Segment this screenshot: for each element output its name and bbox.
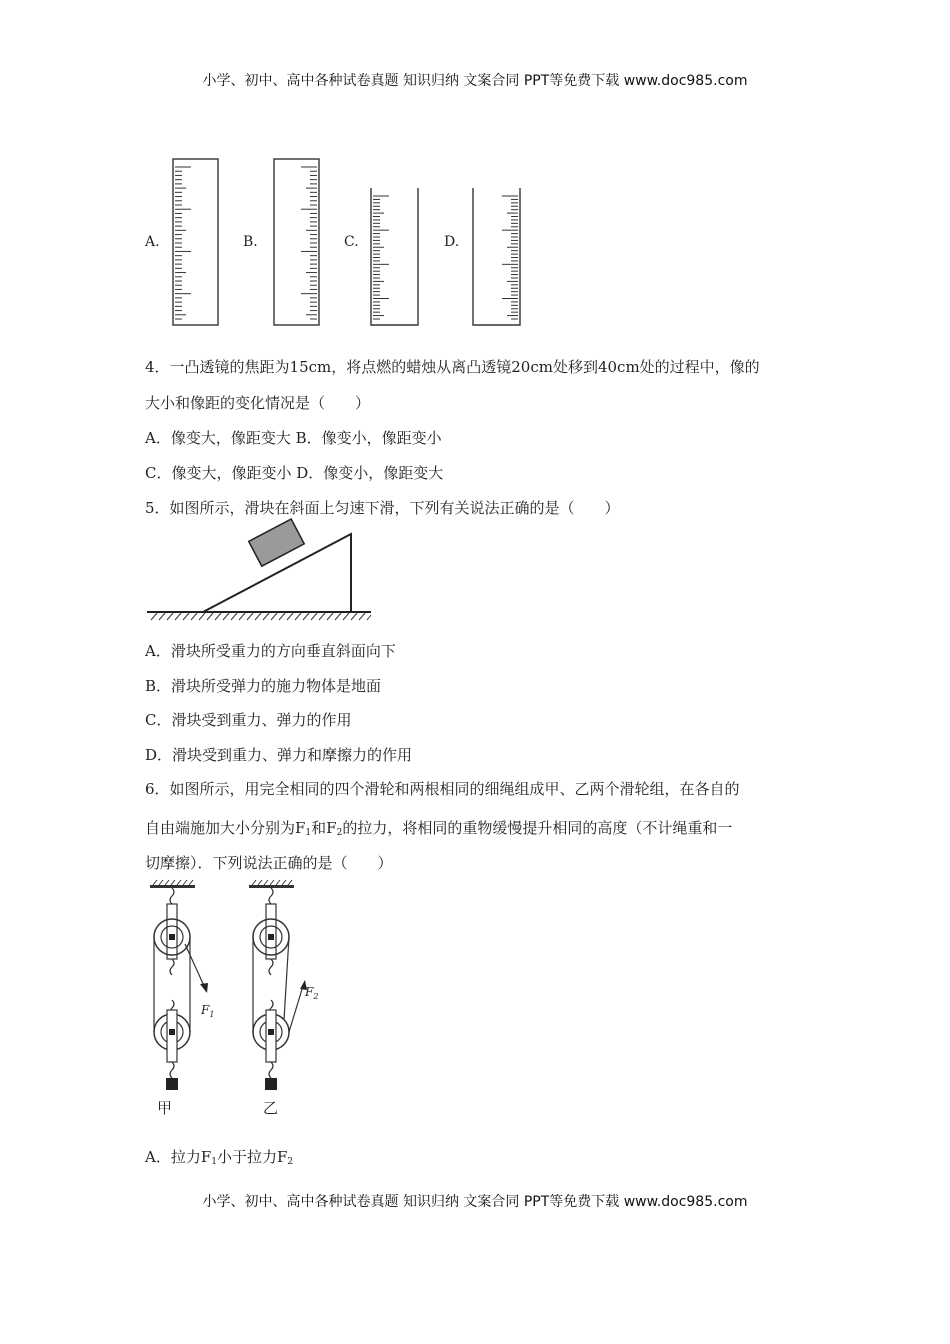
pulley-figure (145, 880, 325, 1120)
q3-option-c-label: C. (344, 234, 359, 250)
force-label-left: $F_1$ (201, 1003, 215, 1019)
ruler-c-figure (371, 188, 418, 325)
ground-hatching (151, 613, 371, 620)
q5-option-a: A．滑块所受重力的方向垂直斜面向下 (145, 642, 396, 660)
ruler-d-figure (473, 188, 520, 325)
incline-figure (145, 530, 375, 620)
q3-option-d-label: D. (444, 234, 460, 250)
ruler-a-figure (173, 159, 218, 325)
force-label-right: $F_2$ (305, 985, 319, 1001)
q6-option-a: A．拉力$F_1$小于拉力$F_2$ (145, 1148, 294, 1167)
pulley-system-left (150, 880, 208, 1090)
ruler-figures (0, 0, 950, 340)
figure-label-left: 甲 (157, 1099, 173, 1117)
page-header: 小学、初中、高中各种试卷真题 知识归纳 文案合同 PPT等免费下载 www.doc985.com (202, 73, 748, 89)
page-footer: 小学、初中、高中各种试卷真题 知识归纳 文案合同 PPT等免费下载 www.doc985.com (202, 1194, 748, 1210)
q5-stem: 5．如图所示，滑块在斜面上匀速下滑，下列有关说法正确的是（ ） (145, 499, 620, 517)
ruler-b-figure (274, 159, 319, 325)
q4-stem-line1: 4．一凸透镜的焦距为15cm，将点燃的蜡烛从离凸透镜20cm处移到40cm处的过程中，像的 (145, 358, 760, 376)
q4-options-line1: A．像变大，像距变大 B．像变小，像距变小 (145, 429, 442, 447)
q3-option-a-label: A. (145, 234, 160, 250)
q4-stem-line2: 大小和像距的变化情况是（ ） (145, 394, 371, 412)
q6-stem-line3: 切摩擦）．下列说法正确的是（ ） (145, 854, 393, 872)
q4-options-line2: C．像变大，像距变小 D．像变小，像距变大 (145, 464, 444, 482)
ceiling-right (249, 885, 294, 888)
pulley-system-right (249, 880, 307, 1090)
q6-stem-line2: 自由端施加大小分别为$F_1$和$F_2$的拉力，将相同的重物缓慢提升相同的高度（不计绳重和一 (145, 819, 733, 838)
q6-stem-line1: 6．如图所示，用完全相同的四个滑轮和两根相同的细绳组成甲、乙两个滑轮组，在各自的 (145, 780, 740, 798)
ceiling-left (150, 885, 195, 888)
q5-option-d: D．滑块受到重力、弹力和摩擦力的作用 (145, 746, 413, 764)
q3-option-b-label: B. (243, 234, 258, 250)
slider-block (249, 519, 305, 566)
figure-label-right: 乙 (263, 1099, 279, 1117)
q5-option-b: B．滑块所受弹力的施力物体是地面 (145, 677, 382, 695)
q5-option-c: C．滑块受到重力、弹力的作用 (145, 711, 352, 729)
